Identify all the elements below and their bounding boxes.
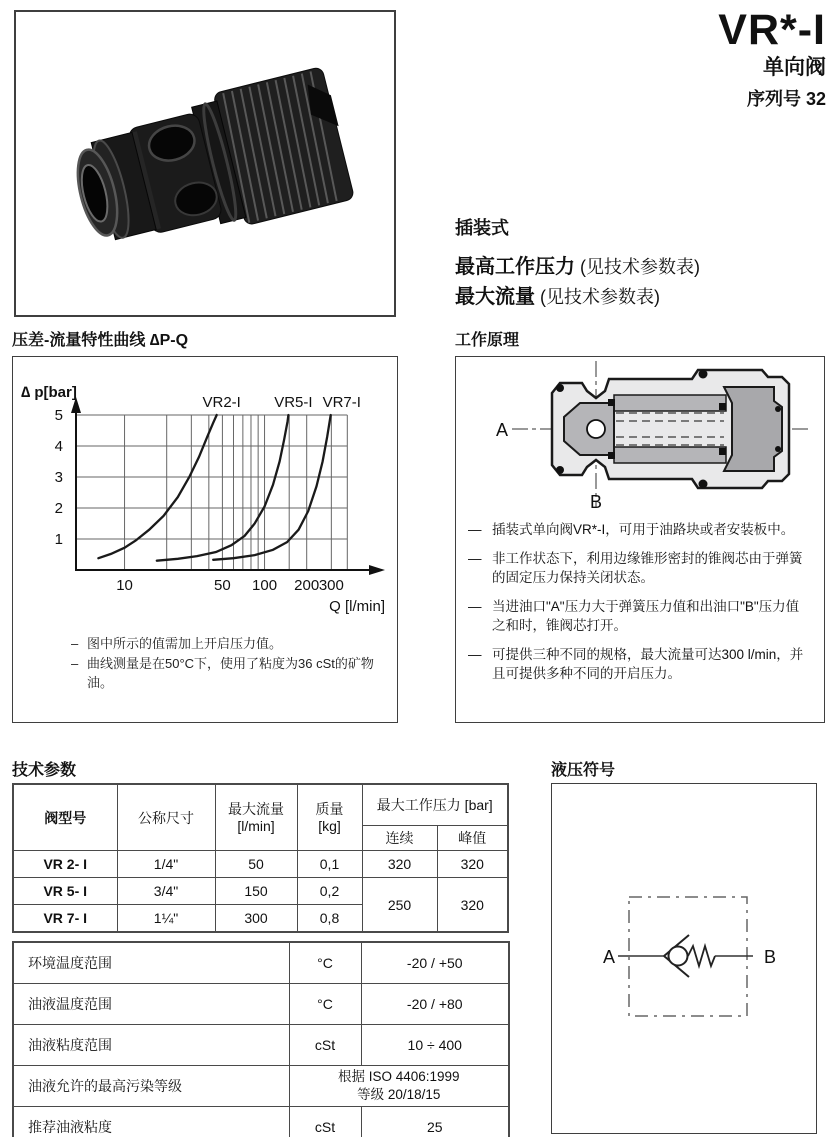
prop-unit: °C bbox=[289, 942, 361, 984]
mount-type-label: 插装式 bbox=[455, 218, 509, 238]
table-row bbox=[13, 1025, 509, 1066]
prop-value-merged: 根据 ISO 4406:1999 等级 20/18/15 bbox=[289, 1066, 509, 1107]
cell-peak: 320 bbox=[437, 851, 508, 878]
col-header-model: 阀型号 bbox=[13, 784, 117, 851]
properties-table bbox=[12, 941, 510, 1137]
cell-continuous: 320 bbox=[362, 851, 437, 878]
svg-text:5: 5 bbox=[54, 407, 63, 424]
chart-note: – 图中所示的值需加上开启压力值。 bbox=[71, 635, 383, 654]
chart-note-text: 曲线测量是在50°C下，使用了粘度为36 cSt的矿物油。 bbox=[87, 655, 374, 690]
prop-unit: °C bbox=[289, 984, 361, 1025]
table-row bbox=[13, 942, 509, 984]
max-flow-ref: (见技术参数表) bbox=[535, 287, 660, 307]
symbol-section-title: 液压符号 bbox=[551, 762, 616, 779]
cell-size: 3/4" bbox=[117, 878, 215, 905]
page-title: VR*-I bbox=[718, 6, 826, 54]
cell-model: VR 2- I bbox=[13, 851, 117, 878]
tech-header-row bbox=[13, 784, 508, 826]
cell-weight: 0,2 bbox=[297, 878, 362, 905]
svg-text:300: 300 bbox=[318, 577, 344, 594]
max-pressure-label: 最高工作压力 bbox=[455, 256, 575, 278]
valve-ball bbox=[669, 947, 688, 966]
prop-label: 油液允许的最高污染等级 bbox=[13, 1066, 289, 1107]
col-header-flow: 最大流量 [l/min] bbox=[215, 784, 297, 851]
max-pressure-ref: (见技术参数表) bbox=[575, 257, 700, 277]
port-b-label: B bbox=[589, 492, 603, 512]
product-photo bbox=[16, 12, 390, 311]
table-row bbox=[13, 1107, 509, 1137]
cell-peak-merged: 320 bbox=[437, 878, 508, 933]
col-header-continuous: 连续 bbox=[362, 826, 437, 851]
svg-text:1: 1 bbox=[54, 531, 63, 548]
col-header-weight: 质量 [kg] bbox=[297, 784, 362, 851]
prop-value: -20 / +50 bbox=[361, 942, 509, 984]
col-header-pressure: 最大工作压力 [bar] bbox=[362, 784, 508, 826]
prop-value: 25 bbox=[361, 1107, 509, 1137]
bullet-text: 非工作状态下，利用边缘锥形密封的锥阀芯由于弹簧的固定压力保持关闭状态。 bbox=[492, 550, 803, 586]
sleeve-top bbox=[614, 395, 726, 411]
spring-pin-hole bbox=[587, 420, 605, 438]
svg-text:50: 50 bbox=[214, 577, 231, 594]
prop-label: 环境温度范围 bbox=[13, 942, 289, 984]
prop-unit: cSt bbox=[289, 1107, 361, 1137]
title-block bbox=[718, 8, 826, 111]
spring bbox=[688, 946, 715, 966]
principle-section-title: 工作原理 bbox=[455, 332, 520, 349]
svg-text:200: 200 bbox=[294, 577, 320, 594]
max-flow-label: 最大流量 bbox=[455, 286, 535, 308]
series-number: 序列号 32 bbox=[746, 89, 826, 110]
prop-unit: cSt bbox=[289, 1025, 361, 1066]
table-row bbox=[13, 984, 509, 1025]
cell-flow: 300 bbox=[215, 905, 297, 933]
col-header-size: 公称尺寸 bbox=[117, 784, 215, 851]
bullet-text: 当进油口"A"压力大于弹簧压力值和出油口"B"压力值之和时，锥阀芯打开。 bbox=[492, 598, 800, 634]
sleeve-bottom bbox=[614, 447, 726, 463]
cell-weight: 0,8 bbox=[297, 905, 362, 933]
max-flow-line bbox=[455, 282, 660, 312]
principle-bullet: — 插装式单向阀VR*-I，可用于油路块或者安装板中。 bbox=[468, 520, 812, 540]
principle-bullets bbox=[468, 520, 812, 693]
chart-section-title: 压差-流量特性曲线 ∆P-Q bbox=[12, 332, 189, 349]
symbol-frame bbox=[551, 783, 817, 1134]
tech-table bbox=[12, 783, 509, 933]
curve-VR2-I bbox=[98, 415, 216, 558]
table-row bbox=[13, 878, 508, 905]
curve-label-VR2-I: VR2-I bbox=[202, 394, 241, 411]
cell-flow: 150 bbox=[215, 878, 297, 905]
svg-text:100: 100 bbox=[252, 577, 278, 594]
valve-type-subtitle: 单向阀 bbox=[763, 56, 826, 80]
principle-frame bbox=[455, 356, 825, 723]
hydraulic-symbol bbox=[552, 784, 812, 1129]
table-row bbox=[13, 1066, 509, 1107]
prop-label: 推荐油液粘度 bbox=[13, 1107, 289, 1137]
svg-text:4: 4 bbox=[54, 438, 63, 455]
cell-flow: 50 bbox=[215, 851, 297, 878]
col-header-peak: 峰值 bbox=[437, 826, 508, 851]
svg-text:3: 3 bbox=[54, 469, 63, 486]
curve-label-VR7-I: VR7-I bbox=[322, 394, 361, 411]
dp-q-chart-frame bbox=[12, 356, 398, 723]
cell-size: 1¼" bbox=[117, 905, 215, 933]
valve-cross-section bbox=[456, 357, 820, 512]
principle-bullet: — 非工作状态下，利用边缘锥形密封的锥阀芯由于弹簧的固定压力保持关闭状态。 bbox=[468, 549, 812, 588]
table-row bbox=[13, 851, 508, 878]
product-photo-frame bbox=[14, 10, 396, 317]
svg-text:∆ p[bar]: ∆ p[bar] bbox=[21, 384, 77, 401]
svg-text:2: 2 bbox=[54, 500, 63, 517]
chart-notes bbox=[71, 635, 383, 694]
chart-note: – 曲线测量是在50°C下，使用了粘度为36 cSt的矿物油。 bbox=[71, 655, 383, 693]
cell-weight: 0,1 bbox=[297, 851, 362, 878]
cell-model: VR 7- I bbox=[13, 905, 117, 933]
bullet-text: 插装式单向阀VR*-I，可用于油路块或者安装板中。 bbox=[492, 522, 795, 537]
principle-bullet: — 当进油口"A"压力大于弹簧压力值和出油口"B"压力值之和时，锥阀芯打开。 bbox=[468, 597, 812, 636]
cell-continuous-merged: 250 bbox=[362, 878, 437, 933]
end-cap bbox=[724, 387, 782, 471]
principle-bullet: — 可提供三种不同的规格，最大流量可达300 l/min，并且可提供多种不同的开启压力。 bbox=[468, 645, 812, 684]
bullet-text: 可提供三种不同的规格，最大流量可达300 l/min，并且可提供多种不同的开启压力。 bbox=[492, 646, 804, 682]
symbol-port-b-label: B bbox=[764, 947, 777, 967]
symbol-port-a-label: A bbox=[602, 947, 616, 967]
tech-section-title: 技术参数 bbox=[12, 762, 77, 779]
prop-label: 油液粘度范围 bbox=[13, 1025, 289, 1066]
svg-text:Q [l/min]: Q [l/min] bbox=[329, 598, 385, 615]
chart-note-text: 图中所示的值需加上开启压力值。 bbox=[87, 636, 283, 651]
prop-value: -20 / +80 bbox=[361, 984, 509, 1025]
prop-label: 油液温度范围 bbox=[13, 984, 289, 1025]
svg-text:10: 10 bbox=[116, 577, 133, 594]
curve-label-VR5-I: VR5-I bbox=[274, 394, 313, 411]
cell-model: VR 5- I bbox=[13, 878, 117, 905]
port-a-label: A bbox=[495, 420, 509, 440]
prop-value: 10 ÷ 400 bbox=[361, 1025, 509, 1066]
max-pressure-line bbox=[455, 252, 700, 282]
cell-size: 1/4" bbox=[117, 851, 215, 878]
